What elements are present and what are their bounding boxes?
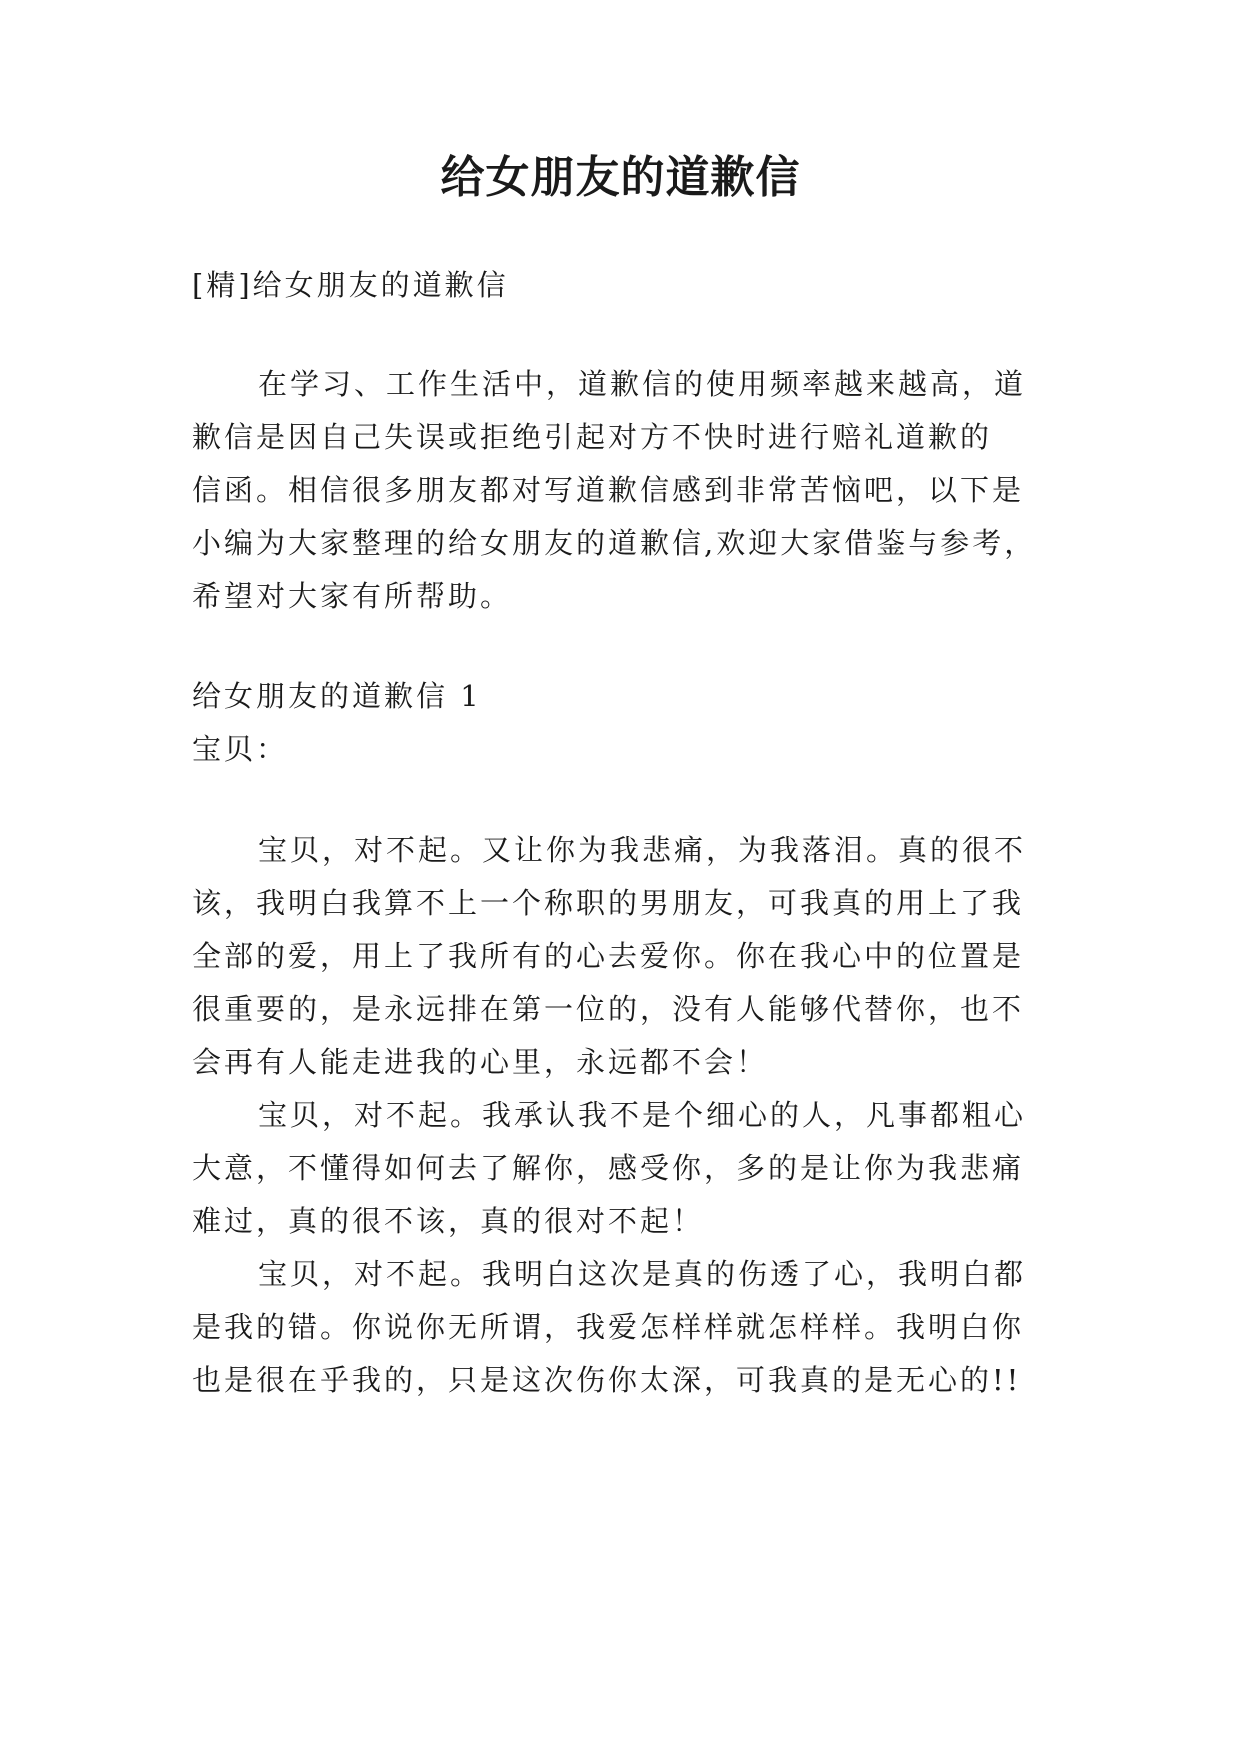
paragraph-line: 宝贝，对不起。又让你为我悲痛，为我落泪。真的很不	[258, 833, 1027, 867]
intro-line: 信函。相信很多朋友都对写道歉信感到非常苦恼吧，以下是	[192, 473, 1025, 507]
document-subtitle: [精]给女朋友的道歉信	[192, 268, 509, 302]
intro-line: 希望对大家有所帮助。	[192, 579, 513, 613]
paragraph-line: 大意，不懂得如何去了解你，感受你，多的是让你为我悲痛	[192, 1151, 1025, 1185]
paragraph-line: 该，我明白我算不上一个称职的男朋友，可我真的用上了我	[192, 886, 1025, 920]
paragraph-line: 很重要的，是永远排在第一位的，没有人能够代替你，也不	[192, 992, 1025, 1026]
paragraph-line: 宝贝，对不起。我明白这次是真的伤透了心，我明白都	[258, 1257, 1027, 1291]
paragraph-line: 是我的错。你说你无所谓，我爱怎样样就怎样样。我明白你	[192, 1310, 1025, 1344]
paragraph-line: 难过，真的很不该，真的很对不起！	[192, 1204, 705, 1238]
intro-line: 小编为大家整理的给女朋友的道歉信,欢迎大家借鉴与参考，	[192, 526, 1037, 560]
document-title: 给女朋友的道歉信	[440, 152, 801, 203]
intro-line: 歉信是因自己失误或拒绝引起对方不快时进行赔礼道歉的	[192, 420, 993, 454]
paragraph-line: 全部的爱，用上了我所有的心去爱你。你在我心中的位置是	[192, 939, 1025, 973]
paragraph-line: 会再有人能走进我的心里，永远都不会！	[192, 1045, 769, 1079]
paragraph-line: 也是很在乎我的，只是这次伤你太深，可我真的是无心的!!	[192, 1363, 1022, 1397]
section-heading: 给女朋友的道歉信 1	[192, 679, 482, 713]
paragraph-line: 宝贝，对不起。我承认我不是个细心的人，凡事都粗心	[258, 1098, 1027, 1132]
intro-line: 在学习、工作生活中，道歉信的使用频率越来越高，道	[258, 367, 1027, 401]
salutation: 宝贝：	[192, 732, 289, 766]
